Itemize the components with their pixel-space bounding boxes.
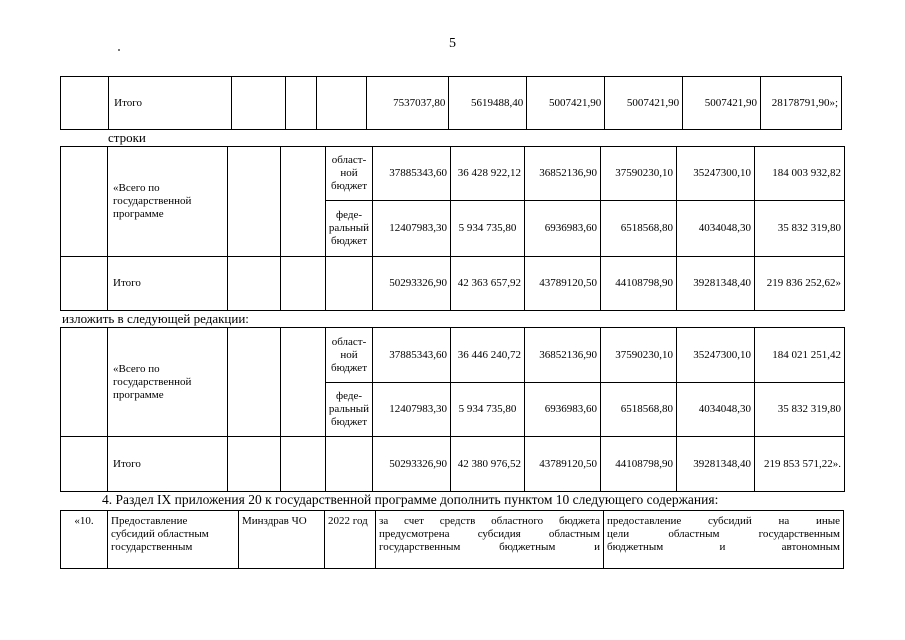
scan-speck <box>118 49 120 51</box>
page-number: 5 <box>449 36 456 51</box>
program-label: «Всего по государственной программе <box>108 147 228 257</box>
old-program-table <box>60 146 845 311</box>
label-rows: строки <box>108 130 146 145</box>
total-value: 5619488,40 <box>449 77 527 130</box>
total-label: Итого <box>108 437 228 492</box>
point-10-table <box>60 510 844 569</box>
result-line: цели областным государственным <box>607 528 840 540</box>
measure-line: Предоставление <box>111 515 188 527</box>
total-value: 42 363 657,92 <box>451 257 525 311</box>
regional-value: 37885343,60 <box>373 147 451 201</box>
source-federal: феде-ральный бюджет <box>326 383 373 437</box>
total-value: 219 836 252,62» <box>755 257 845 311</box>
total-value: 50293326,90 <box>373 437 451 492</box>
regional-value: 35247300,10 <box>677 328 755 383</box>
total-value: 219 853 571,22». <box>755 437 845 492</box>
regional-value: 184 003 932,82 <box>755 147 845 201</box>
regional-value: 35247300,10 <box>677 147 755 201</box>
regional-value: 184 021 251,42 <box>755 328 845 383</box>
source-regional: област-ной бюджет <box>326 328 373 383</box>
federal-value: 4034048,30 <box>677 201 755 257</box>
regional-value: 36 446 240,72 <box>451 328 525 383</box>
result-line: бюджетным и автономным <box>607 541 840 553</box>
total-value: 5007421,90 <box>527 77 605 130</box>
regional-value: 37590230,10 <box>601 328 677 383</box>
total-label: Итого <box>108 257 228 311</box>
total-value: 39281348,40 <box>677 437 755 492</box>
federal-value: 6936983,60 <box>525 383 601 437</box>
funding-line: за счет средств областного бюджета <box>379 515 600 527</box>
regional-value: 37590230,10 <box>601 147 677 201</box>
federal-value: 6936983,60 <box>525 201 601 257</box>
total-value: 7537037,80 <box>367 77 449 130</box>
table-row <box>61 147 845 201</box>
total-value: 28178791,90»; <box>760 77 841 130</box>
total-value: 44108798,90 <box>601 437 677 492</box>
table-row <box>61 511 844 569</box>
point-executor: Минздрав ЧО <box>239 511 325 569</box>
measure-line: государственным <box>111 541 193 553</box>
total-value: 44108798,90 <box>601 257 677 311</box>
federal-value: 5 934 735,80 <box>451 201 525 257</box>
table-row <box>61 77 842 130</box>
funding-line: предусмотрена субсидия областным <box>379 528 600 540</box>
measure-line: субсидий областным <box>111 528 209 540</box>
federal-value: 12407983,30 <box>373 201 451 257</box>
point-funding <box>376 511 604 569</box>
result-line: предоставление субсидий на иные <box>607 515 840 527</box>
source-federal: феде-ральный бюджет <box>326 201 373 257</box>
federal-value: 6518568,80 <box>601 201 677 257</box>
point-year: 2022 год <box>325 511 376 569</box>
total-value: 5007421,90 <box>683 77 761 130</box>
total-value: 43789120,50 <box>525 437 601 492</box>
new-program-table <box>60 327 845 492</box>
regional-value: 36 428 922,12 <box>451 147 525 201</box>
table-row <box>61 437 845 492</box>
top-total-table <box>60 76 842 130</box>
program-label: «Всего по государственной программе <box>108 328 228 437</box>
table-row <box>61 328 845 383</box>
total-value: 39281348,40 <box>677 257 755 311</box>
total-value: 43789120,50 <box>525 257 601 311</box>
federal-value: 35 832 319,80 <box>755 383 845 437</box>
section-heading: 4. Раздел IX приложения 20 к государственной программе дополнить пунктом 10 следующего содержания: <box>102 492 719 507</box>
label-new-wording: изложить в следующей редакции: <box>62 311 249 326</box>
total-value: 42 380 976,52 <box>451 437 525 492</box>
point-number: «10. <box>61 511 108 569</box>
point-measure <box>108 511 239 569</box>
table-row <box>61 257 845 311</box>
total-label: Итого <box>109 77 232 130</box>
federal-value: 12407983,30 <box>373 383 451 437</box>
source-regional: област-ной бюджет <box>326 147 373 201</box>
regional-value: 36852136,90 <box>525 328 601 383</box>
funding-line: государственным бюджетным и <box>379 541 600 553</box>
federal-value: 6518568,80 <box>601 383 677 437</box>
total-value: 50293326,90 <box>373 257 451 311</box>
regional-value: 37885343,60 <box>373 328 451 383</box>
federal-value: 5 934 735,80 <box>451 383 525 437</box>
federal-value: 35 832 319,80 <box>755 201 845 257</box>
regional-value: 36852136,90 <box>525 147 601 201</box>
total-value: 5007421,90 <box>605 77 683 130</box>
point-result <box>604 511 844 569</box>
federal-value: 4034048,30 <box>677 383 755 437</box>
